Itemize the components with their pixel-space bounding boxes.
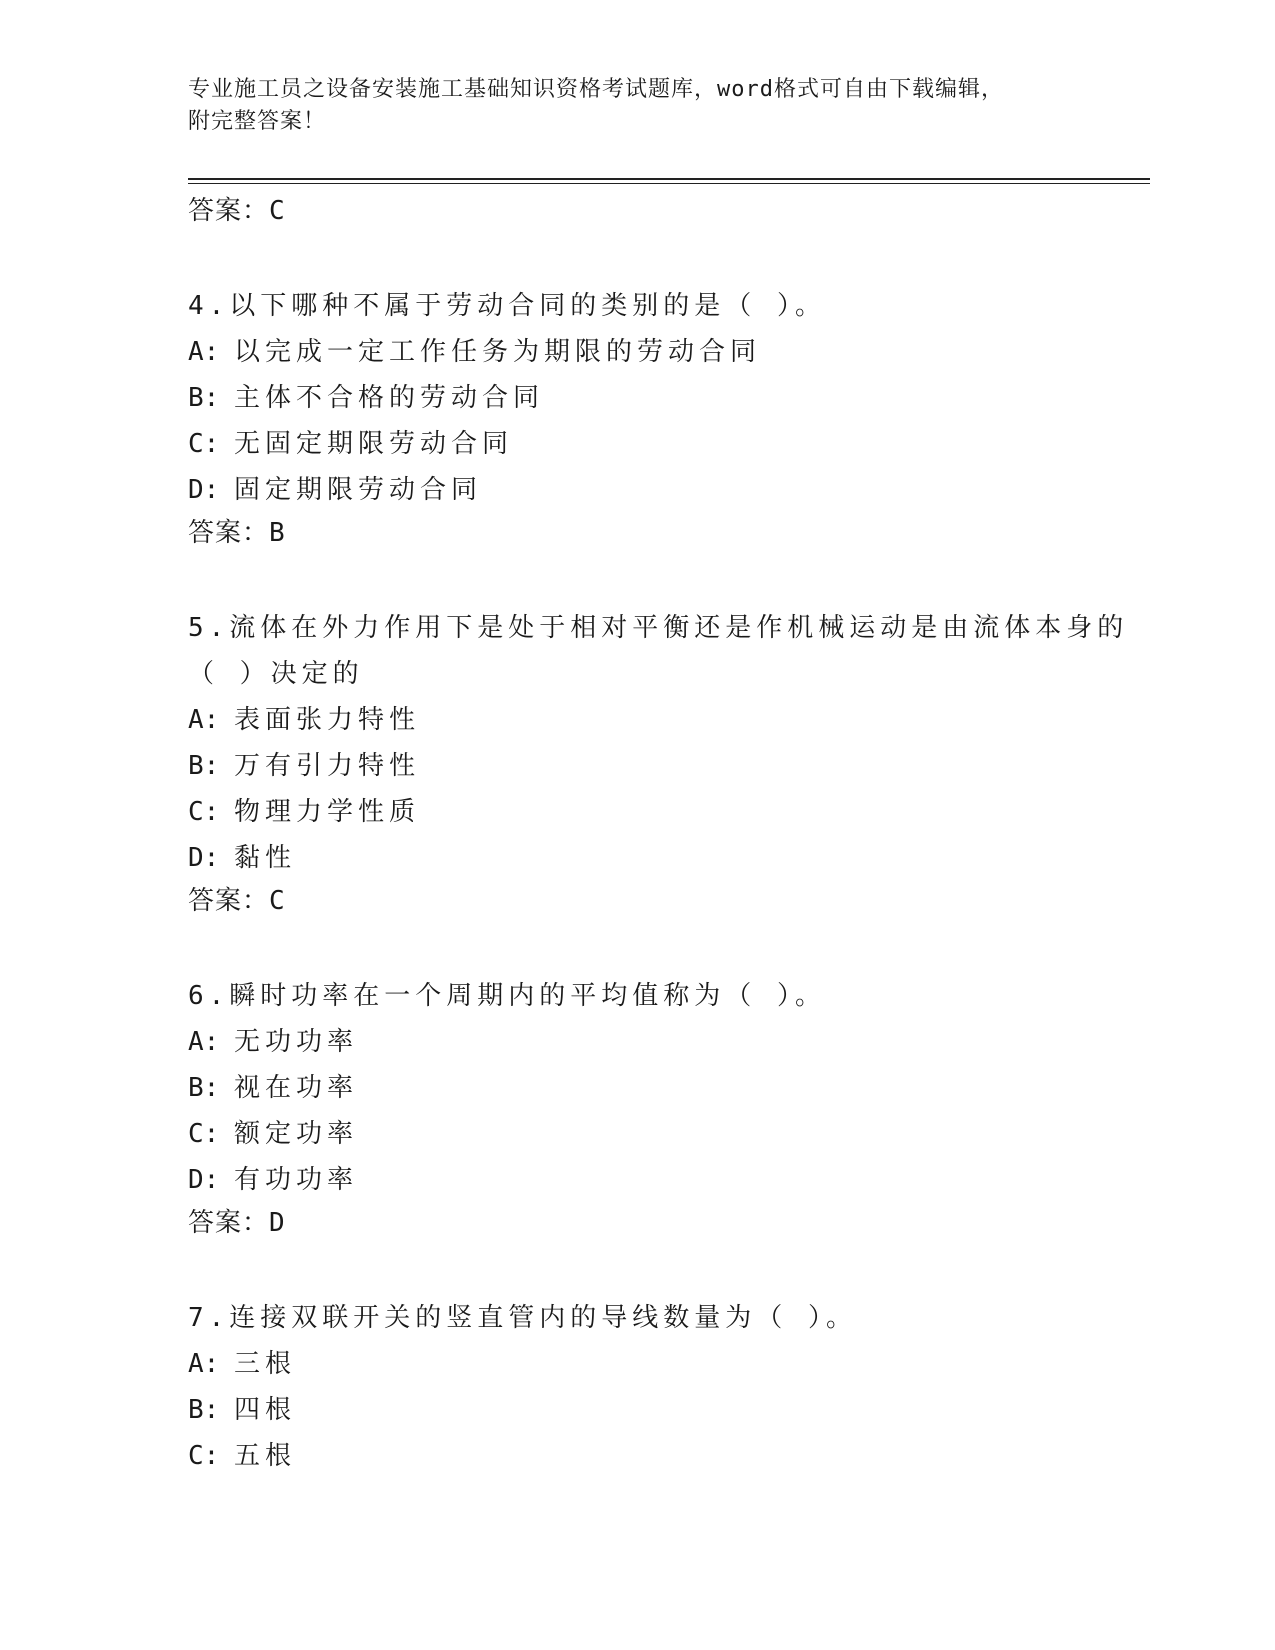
option-label: C: xyxy=(188,1441,220,1471)
option-label: C: xyxy=(188,1119,220,1149)
document-header xyxy=(188,74,1088,138)
option-c xyxy=(188,1433,1148,1479)
option-label: B: xyxy=(188,1395,220,1425)
answer-label: 答案： xyxy=(188,1208,270,1238)
option-label: B: xyxy=(188,1073,220,1103)
header-line-2: 附完整答案！ xyxy=(188,109,327,134)
question-4 xyxy=(188,283,1148,553)
option-text: 无功功率 xyxy=(234,1027,359,1057)
option-text: 四根 xyxy=(234,1395,297,1425)
answer-line xyxy=(188,513,1148,553)
option-d xyxy=(188,835,1148,881)
option-text: 有功功率 xyxy=(234,1165,359,1195)
answer-label: 答案： xyxy=(188,518,270,548)
answer-value: C xyxy=(269,196,286,226)
option-text: 三根 xyxy=(234,1349,297,1379)
question-stem: 7.连接双联开关的竖直管内的导线数量为（ ）。 xyxy=(188,1303,857,1333)
option-text: 额定功率 xyxy=(234,1119,359,1149)
option-label: B: xyxy=(188,751,220,781)
question-stem: 4.以下哪种不属于劳动合同的类别的是（ ）。 xyxy=(188,291,826,321)
answer-label: 答案： xyxy=(188,196,270,226)
option-text: 固定期限劳动合同 xyxy=(234,475,483,505)
option-c xyxy=(188,1111,1148,1157)
option-text: 表面张力特性 xyxy=(234,705,421,735)
option-label: B: xyxy=(188,383,220,413)
option-text: 万有引力特性 xyxy=(234,751,421,781)
header-divider xyxy=(188,178,1150,180)
option-text: 视在功率 xyxy=(234,1073,359,1103)
question-6 xyxy=(188,973,1148,1243)
option-text: 五根 xyxy=(234,1441,297,1471)
option-label: C: xyxy=(188,797,220,827)
option-label: D: xyxy=(188,843,220,873)
option-label: C: xyxy=(188,429,220,459)
option-text: 主体不合格的劳动合同 xyxy=(234,383,545,413)
option-label: A: xyxy=(188,705,220,735)
question-list xyxy=(188,191,1148,1479)
answer-value: D xyxy=(269,1208,286,1238)
option-a xyxy=(188,697,1148,743)
answer-label: 答案： xyxy=(188,886,270,916)
question-stem: 5.流体在外力作用下是处于相对平衡还是作机械运动是由流体本身的（ ）决定的 xyxy=(188,613,1129,689)
header-divider-thin xyxy=(188,183,1150,184)
option-text: 无固定期限劳动合同 xyxy=(234,429,514,459)
question-stem: 6.瞬时功率在一个周期内的平均值称为（ ）。 xyxy=(188,981,826,1011)
option-text: 黏性 xyxy=(234,843,297,873)
option-c xyxy=(188,789,1148,835)
option-b xyxy=(188,1065,1148,1111)
header-line-1: 专业施工员之设备安装施工基础知识资格考试题库，word格式可自由下载编辑， xyxy=(188,77,1004,102)
option-label: A: xyxy=(188,337,220,367)
option-b xyxy=(188,1387,1148,1433)
option-a xyxy=(188,1019,1148,1065)
question-5 xyxy=(188,605,1148,921)
option-c xyxy=(188,421,1148,467)
answer-line xyxy=(188,191,1148,231)
option-text: 物理力学性质 xyxy=(234,797,421,827)
option-label: A: xyxy=(188,1349,220,1379)
answer-value: C xyxy=(269,886,286,916)
option-a xyxy=(188,329,1148,375)
option-b xyxy=(188,375,1148,421)
answer-line xyxy=(188,1203,1148,1243)
answer-value: B xyxy=(269,518,286,548)
answer-line xyxy=(188,881,1148,921)
option-label: A: xyxy=(188,1027,220,1057)
option-a xyxy=(188,1341,1148,1387)
option-b xyxy=(188,743,1148,789)
question-7 xyxy=(188,1295,1148,1479)
option-d xyxy=(188,467,1148,513)
option-label: D: xyxy=(188,1165,220,1195)
option-d xyxy=(188,1157,1148,1203)
option-label: D: xyxy=(188,475,220,505)
option-text: 以完成一定工作任务为期限的劳动合同 xyxy=(234,337,762,367)
